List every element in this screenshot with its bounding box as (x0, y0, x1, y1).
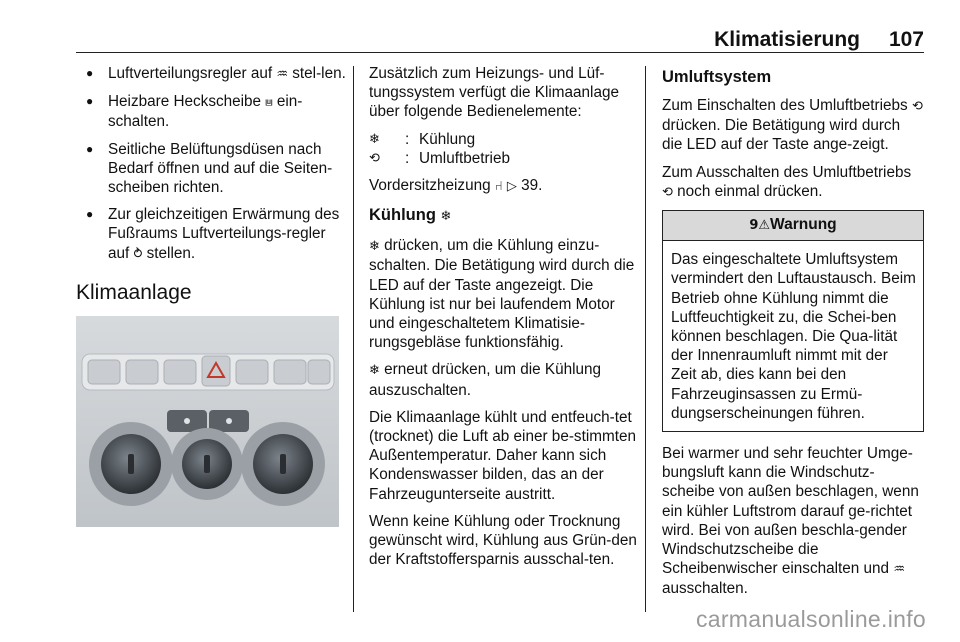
fogging-text-b: ausschalten. (662, 580, 748, 598)
controls-legend (369, 130, 637, 168)
recirculation-heading: Umluftsystem (662, 68, 772, 86)
list-item (76, 64, 346, 84)
cooling-heading-text: Kühlung (369, 206, 436, 225)
page-title: Klimatisierung (714, 28, 860, 51)
left-column (76, 64, 346, 306)
recirculation-p2-text-b: noch einmal drücken. (672, 182, 823, 200)
legend-label-kuehlung: Kühlung (419, 130, 476, 148)
fogging-paragraph (662, 444, 924, 599)
section-heading-klimaanlage: Klimaanlage (76, 280, 192, 304)
warning-box (662, 210, 924, 432)
cooling-paragraph-1-text: drücken, um die Kühlung einzu-schalten. Die Betätigung wird durch die LED auf der Taste angezeigt. Die Kühlung ist nur bei laufendem Motor und eingeschaltetem Klimatisie-rungsgebläse funktionsfähig. (369, 237, 635, 352)
legend-label-umluftbetrieb: Umluftbetrieb (419, 149, 510, 167)
defrost-icon: ♒ (893, 562, 905, 578)
legend-separator: : (405, 130, 410, 148)
airflow-windshield-footwell-icon: ⥁ (133, 246, 143, 262)
cooling-paragraph-1 (369, 236, 637, 352)
warning-triangle-icon: 9⚠ (749, 218, 771, 234)
recirculation-icon: ⟲ (662, 184, 673, 200)
seat-heating-page-ref: 39. (516, 177, 543, 195)
seat-heating-icon: ⑁ (494, 179, 503, 195)
list-item (76, 92, 346, 131)
warning-body: Das eingeschaltete Umluftsystem vermindert den Luftaustausch. Beim Betrieb ohne Kühlung nimmt die Luftfeuchtigkeit zu, die Schei-ben können beschlagen. Die Qua-lität der Innenraumluft nimmt mit der Zeit ab, dies kann bei den Fahrzeuginsassen zu Ermü-dungserscheinungen führen. (671, 251, 916, 422)
recirculation-p1-text-b: drücken. Die Betätigung wird durch die LED auf der Taste ange-zeigt. (662, 117, 901, 154)
page-number: 107 (888, 28, 924, 51)
header-rule (76, 52, 924, 53)
right-column (662, 64, 924, 607)
recirculation-paragraph-1 (662, 96, 924, 155)
seat-heating-reference (369, 176, 637, 196)
snowflake-icon: ❄ (369, 239, 380, 255)
intro-text: Zusätzlich zum Heizungs- und Lüf-tungssystem verfügt die Klimaanlage über folgende Bedienelemente: (369, 65, 619, 121)
list-item-text: Heizbare Heckscheibe (108, 93, 266, 111)
recirculation-paragraph-2 (662, 163, 924, 202)
warning-header (663, 211, 923, 241)
list-item-text-after: stel-len. (288, 65, 346, 82)
seat-heating-text: Vordersitzheizung (369, 177, 495, 195)
recirculation-icon: ⟲ (369, 150, 380, 166)
bullet-list (76, 64, 346, 264)
snowflake-icon: ❄ (440, 209, 452, 225)
cooling-heading (369, 204, 637, 228)
defrost-icon: ♒ (276, 67, 289, 82)
list-item-text: Seitliche Belüftungsdüsen nach Bedarf öffnen und auf die Seiten-scheiben richten. (108, 140, 333, 197)
fogging-text-a: Bei warmer und sehr feuchter Umge-bungsluft kann die Windschutz-scheibe von außen beschlagen, wenn ein kühler Luftstrom darauf ge-richtet wird. Bei von außen beschla-gender Windschutzscheibe die Scheibenwischer einschalten und (662, 445, 919, 578)
column-divider-2 (645, 66, 646, 612)
watermark: carmanualsonline.info (695, 606, 926, 632)
cooling-paragraph-2 (369, 360, 637, 399)
warning-title: Warnung (770, 216, 837, 234)
list-item (76, 140, 346, 198)
list-item-text-after: stellen. (142, 244, 196, 262)
cooling-paragraph-4: Wenn keine Kühlung oder Trocknung gewünscht wird, Kühlung aus Grün-den der Kraftstoffersparnis ausschal-ten. (369, 512, 637, 569)
page-reference-icon: ▷ (506, 179, 517, 195)
cooling-paragraph-3: Die Klimaanlage kühlt und entfeuch-tet (trocknet) die Luft ab einer be-stimmten Außentemperatur. Daher kann sich Kondenswasser bilden, das an der Fahrzeugunterseite austritt. (369, 408, 636, 503)
middle-column (369, 64, 637, 577)
list-item-text: Luftverteilungsregler auf (108, 65, 277, 82)
column-divider-1 (353, 66, 354, 612)
rear-window-heater-icon: ⩏ (265, 95, 273, 111)
cooling-paragraph-2-text: erneut drücken, um die Kühlung auszuschalten. (369, 361, 602, 399)
list-item-text-after: ein-schalten. (108, 93, 303, 131)
list-item-text: Zur gleichzeitigen Erwärmung des Fußraums Luftverteilungs-regler auf (108, 206, 340, 262)
snowflake-icon: ❄ (369, 363, 380, 379)
list-item (76, 205, 346, 264)
recirculation-p1-text-a: Zum Einschalten des Umluftbetriebs (662, 97, 912, 114)
snowflake-icon: ❄ (369, 131, 380, 147)
page-header (0, 0, 960, 50)
recirculation-p2-text-a: Zum Ausschalten des Umluftbetriebs (662, 163, 912, 181)
climate-control-photo (76, 316, 339, 527)
recirculation-icon: ⟲ (911, 99, 923, 114)
legend-separator: : (405, 149, 410, 167)
climate-panel-illustration (76, 316, 339, 527)
